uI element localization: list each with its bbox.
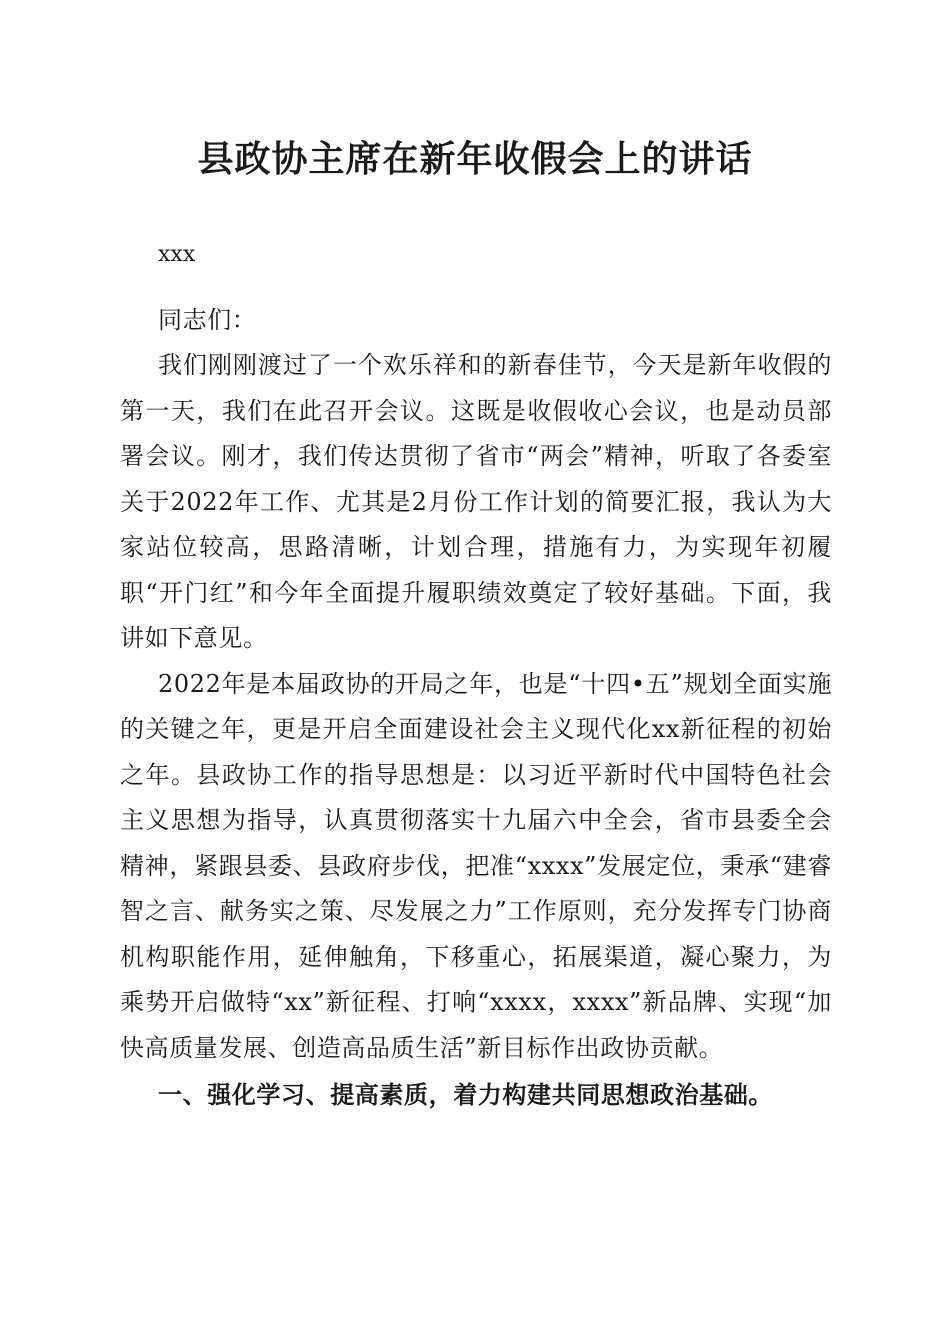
salutation: 同志们： xyxy=(158,305,257,334)
section-heading-1: 一、强化学习、提高素质，着力构建共同思想政治基础。 xyxy=(158,1081,773,1109)
paragraph-2: 2022年是本届政协的开局之年，也是“十四•五”规划全面实施的关键之年，更是开启全面建设社会主义现代化xx新征程的初始之年。县政协工作的指导思想是：以习近平新时代中国特色社会主义思想为指导，认真贯彻落实十九届六中全会，省市县委全会精神，紧跟县委、县政府步伐，把准“xxxx”发展定位，秉承“建睿智之言、献务实之策、尽发展之力”工作原则，充分发挥专门协商机构职能作用，延伸触角，下移重心，拓展渠道，凝心聚力，为乘势开启做特“xx”新征程、打响“xxxx，xxxx”新品牌、实现“加快高质量发展、创造高品质生活”新目标作出政协贡献。 xyxy=(120,669,832,1062)
document-title: 县政协主席在新年收假会上的讲话 xyxy=(197,138,753,180)
paragraph-1: 我们刚刚渡过了一个欢乐祥和的新春佳节，今天是新年收假的第一天，我们在此召开会议。这既是收假收心会议，也是动员部署会议。刚才，我们传达贯彻了省市“两会”精神，听取了各委室关于2022年工作、尤其是2月份工作计划的简要汇报，我认为大家站位较高，思路清晰，计划合理，措施有力，为实现年初履职“开门红”和今年全面提升履职绩效奠定了较好基础。下面，我讲如下意见。 xyxy=(120,351,832,652)
author-name: xxx xyxy=(158,242,196,267)
document-body xyxy=(120,252,832,1119)
